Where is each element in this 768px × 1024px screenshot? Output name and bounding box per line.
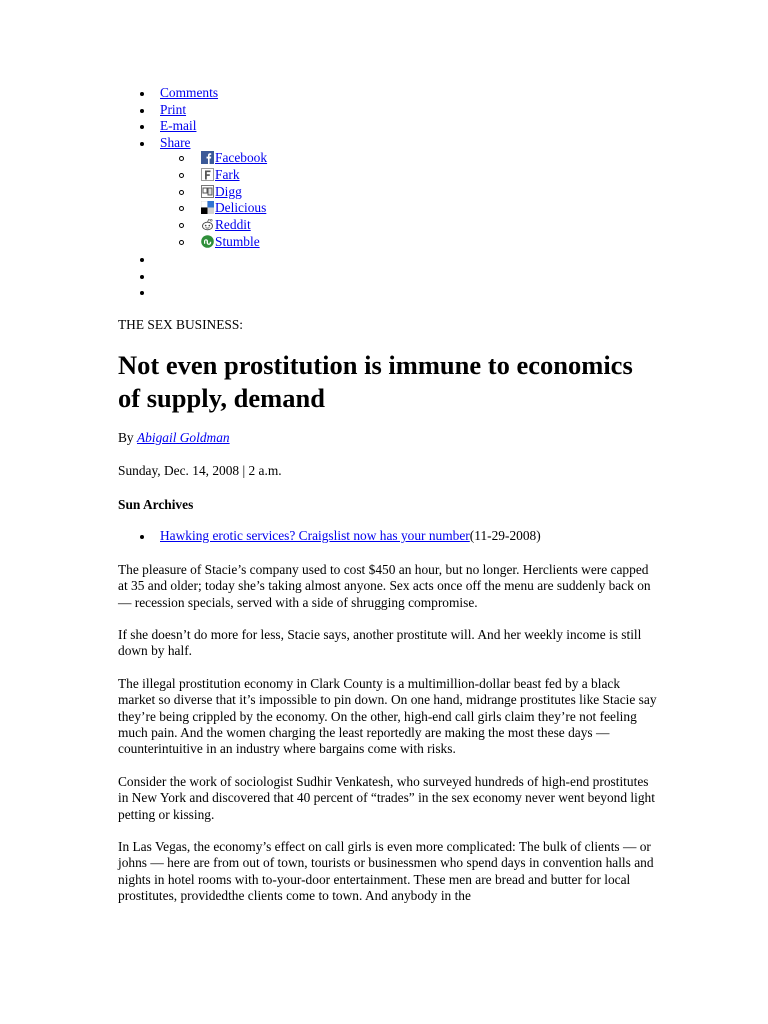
tools-item-share [118, 135, 218, 152]
delicious-link[interactable]: Delicious [201, 200, 266, 215]
digg-link[interactable]: Digg [201, 184, 242, 199]
article-headline: Not even prostitution is immune to economics of supply, demand [118, 350, 633, 413]
article-byline [118, 430, 230, 446]
reddit-link[interactable]: Reddit [201, 217, 251, 232]
print-link[interactable]: Print [160, 101, 187, 117]
share-submenu [118, 150, 267, 251]
share-item-facebook [118, 150, 267, 167]
archives-item [118, 528, 541, 544]
share-item-delicious [118, 200, 267, 217]
article-paragraph-4: Consider the work of sociologist Sudhir Venkatesh, who surveyed hundreds of high-end prostitutes in New York and discovered that 40 percent of “trades” in the sex economy never went beyond light petting or kissing. [118, 774, 655, 822]
article-paragraph-3: The illegal prostitution economy in Clark County is a multimillion-dollar beast fed by a black market so diverse that it’s impossible to pin down. On one hand, midrange prostitutes like Stacie say they’re being crippled by the economy. On the other, high-end call girls claim they’re not feeling much pain. And the women charging the least reportedly are making the most these days — counterintuitive in an industry where bargains come with risks. [118, 676, 657, 757]
archive-date: (11-29-2008) [469, 528, 541, 543]
archive-article-link[interactable]: Hawking erotic services? Craigslist now has your number [160, 528, 470, 543]
byline-prefix: By [118, 430, 137, 445]
article-paragraph-2: If she doesn’t do more for less, Stacie says, another prostitute will. And her weekly income is still down by half. [118, 627, 642, 659]
article-kicker: THE SEX BUSINESS: [118, 317, 243, 332]
article-paragraph-1: The pleasure of Stacie’s company used to cost $450 an hour, but no longer. Herclients were capped at 35 and older; today she’s taking almost anyone. Sex acts once off the menu are suddenly back on — recession specials, served with a side of shrugging compromise. [118, 562, 651, 610]
stumbleupon-icon [201, 235, 214, 248]
tools-item-comments [118, 85, 218, 102]
facebook-link[interactable]: Facebook [201, 150, 267, 165]
share-item-reddit [118, 217, 267, 234]
reddit-icon [201, 218, 214, 231]
author-link[interactable]: Abigail Goldman [136, 430, 230, 445]
digg-icon [201, 185, 214, 198]
tools-item-email [118, 118, 218, 135]
archives-heading: Sun Archives [118, 497, 194, 512]
share-item-digg [118, 184, 267, 201]
fark-icon [201, 168, 214, 181]
archives-list [118, 528, 541, 544]
tools-item-print [118, 102, 218, 119]
share-item-fark [118, 167, 267, 184]
article-paragraph-5: In Las Vegas, the economy’s effect on call girls is even more complicated: The bulk of clients — or johns — here are from out of town, tourists or businessmen who spend days in convention halls and nights in hotel rooms with to-your-door entertainment. These men are bread and butter for local prostitutes, providedthe clients come to town. And anybody in the [118, 839, 654, 903]
delicious-icon [201, 201, 214, 214]
facebook-icon [201, 151, 214, 164]
fark-link[interactable]: Fark [201, 167, 240, 182]
share-link[interactable]: Share [160, 134, 191, 150]
share-item-stumble [118, 234, 267, 251]
article-dateline: Sunday, Dec. 14, 2008 | 2 a.m. [118, 463, 282, 478]
article-tools-list [118, 85, 218, 151]
stumble-link[interactable]: Stumble [201, 234, 260, 249]
comments-link[interactable]: Comments [160, 85, 219, 100]
email-link[interactable]: E-mail [160, 118, 197, 134]
